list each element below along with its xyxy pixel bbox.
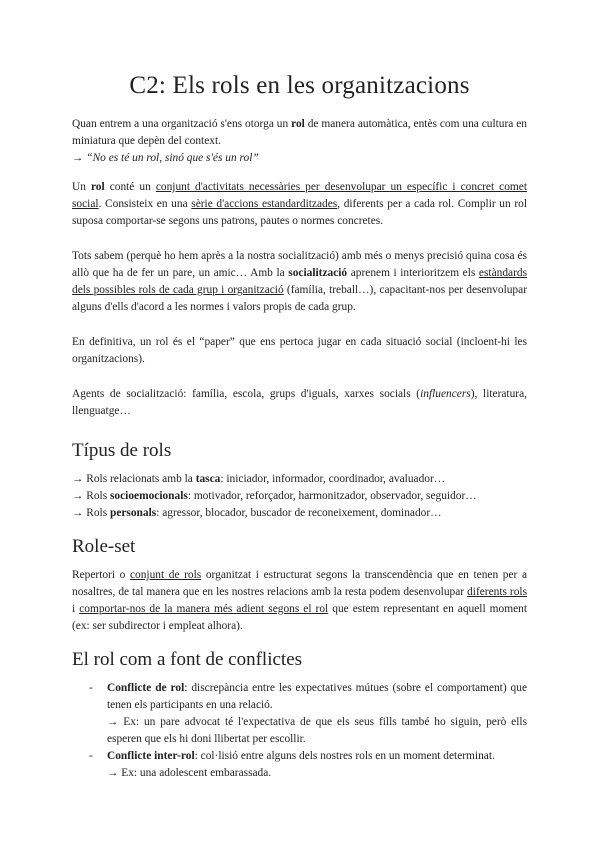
definition-text-3: . Consisteix en una — [98, 198, 192, 210]
definition-underlined-2: sèrie d'accions estandarditzades — [191, 198, 338, 210]
roleset-underlined: conjunt de rols — [129, 569, 202, 581]
type-item-post: : motivador, reforçador, harmonitzador, observador, seguidor… — [187, 490, 477, 502]
type-item-post: : iniciador, informador, coordinador, avaluador… — [220, 473, 446, 485]
conflict-term: Conflicte de rol — [107, 682, 185, 694]
definition-underlined: conjunt d'activitats necessàries per desenvolupar un específic i concret comet social — [72, 181, 527, 210]
type-item — [72, 488, 527, 505]
list-item — [72, 680, 527, 748]
definition-text-2: conté un — [104, 181, 156, 193]
conflicts-list — [72, 680, 527, 782]
definition-text-4: , diferents per a cada rol. Complir un rol suposa comportar-se segons uns patrons, pautes o normes concretes. — [72, 198, 527, 227]
document-page — [72, 72, 527, 782]
socialization-text-3: (família, treball…), capacitant-nos per desenvolupar alguns d'ells d'acord a les normes i valors propis de cada grup. — [72, 284, 527, 313]
intro-bold-term: rol — [291, 118, 305, 130]
roleset-text-3: i — [72, 603, 80, 615]
socialization-text: Tots sabem (perquè ho hem après a la nostra socialització) amb més o menys precisió quina cosa és allò que ha de fer un pare, un amic… Amb la — [72, 250, 527, 279]
agents-text: Agents de socialització: família, escola, grups d'iguals, xarxes socials ( — [72, 388, 421, 400]
type-item-pre: → Rols — [72, 507, 110, 519]
conflict-term: Conflicte inter-rol — [107, 750, 195, 762]
list-item — [72, 748, 527, 782]
type-item-pre: → Rols — [72, 490, 110, 502]
definition-text: Un — [72, 181, 91, 193]
agents-italic: influencers — [420, 388, 471, 400]
roleset-underlined-2: diferents rols — [467, 586, 527, 598]
types-heading: Típus de rols — [72, 440, 172, 461]
type-item — [72, 505, 527, 522]
conflict-example: → Ex: una adolescent embarassada. — [107, 767, 272, 779]
definition-paragraph — [72, 179, 527, 230]
roleset-text-2: organitzat i estructurat segons la transcendència que en tenen per a nosaltres, de tal manera que en les nostres relacions amb la resta podem desenvolupar — [72, 569, 528, 598]
page-title: C2: Els rols en les organitzacions — [129, 72, 470, 99]
agents-text-2: ), literatura, llenguatge… — [72, 388, 527, 417]
definition-bold-term: rol — [90, 181, 105, 193]
conflict-text: : col·lisió entre alguns dels nostres rols en un moment determinat. — [194, 750, 495, 762]
intro-paragraph — [72, 116, 527, 167]
roleset-text-4: que estem representant en aquell moment (ex: ser subdirector i empleat alhora). — [72, 603, 527, 632]
type-item-bold: personals — [109, 507, 157, 519]
roleset-underlined-3: comportar-nos de la manera més adient segons el rol — [79, 603, 329, 615]
intro-text-cont: de manera automàtica, entès com una cultura en miniatura que depèn del context. — [72, 118, 528, 147]
agents-paragraph — [72, 386, 527, 420]
type-item-pre: → Rols relacionats amb la — [72, 473, 196, 485]
socialization-paragraph — [72, 248, 527, 316]
intro-text: Quan entrem a una organització s'ens otorga un — [72, 118, 292, 130]
conflict-example: → Ex: un pare advocat té l'expectativa de que els seus fills també ho siguin, però ells esperen que els hi doni llibertat per escollir. — [107, 716, 527, 745]
roleset-paragraph — [72, 567, 527, 635]
socialization-underlined: estàndards dels possibles rols de cada grup i organització — [72, 267, 527, 296]
roleset-heading: Role-set — [72, 536, 136, 557]
paper-paragraph: En definitiva, un rol és el “paper” que ens pertoca jugar en cada situació social (incloent-hi les organitzacions). — [72, 336, 527, 365]
conflicts-heading: El rol com a font de conflictes — [72, 649, 303, 670]
socialization-bold-term: socialització — [288, 267, 348, 279]
types-list — [72, 471, 527, 522]
intro-quote: → “No es té un rol, sinó que s'és un rol” — [72, 152, 259, 164]
conflict-text: : discrepància entre les expectatives mútues (sobre el comportament) que tenen els participants en una relació. — [107, 682, 527, 711]
type-item-bold: tasca — [195, 473, 221, 485]
roleset-text: Repertori o — [72, 569, 130, 581]
type-item — [72, 471, 527, 488]
socialization-text-2: aprenem i interioritzem els — [347, 267, 479, 279]
type-item-post: : agressor, blocador, buscador de reconeixement, dominador… — [156, 507, 442, 519]
type-item-bold: socioemocionals — [109, 490, 188, 502]
